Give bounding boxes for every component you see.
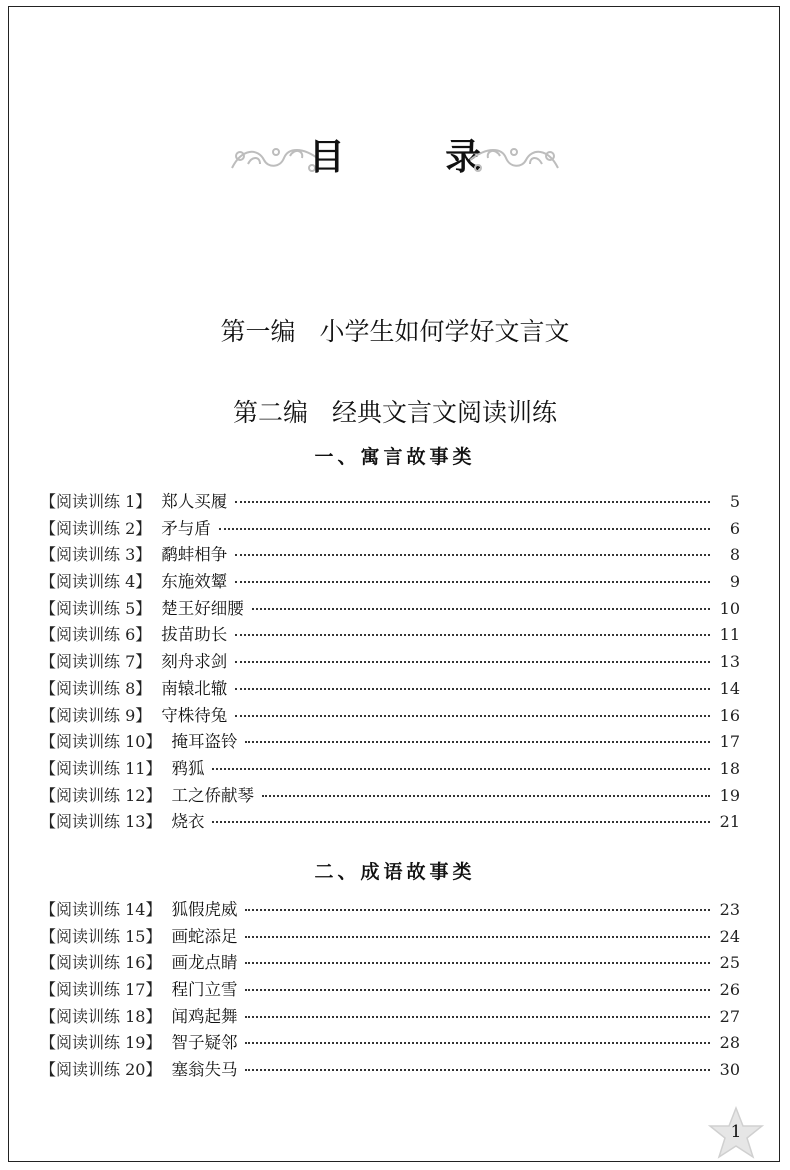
toc-entry-label: 【阅读训练 2】 [40, 518, 152, 538]
dot-leader [235, 554, 710, 556]
toc-entry-page: 26 [719, 980, 740, 1000]
toc-entry[interactable] [40, 1029, 740, 1056]
toc-entry-label: 【阅读训练 6】 [40, 625, 152, 645]
toc-entry-page: 14 [719, 678, 740, 698]
toc-entry[interactable] [40, 1056, 740, 1083]
part-heading-1 [0, 312, 790, 348]
toc-entry-page: 11 [719, 625, 740, 645]
toc-entry-label: 【阅读训练 7】 [40, 652, 152, 672]
toc-entry-label: 【阅读训练 1】 [40, 492, 152, 511]
dot-leader [219, 528, 710, 530]
toc-entry-title: 郑人买履 [161, 492, 228, 511]
toc-entry[interactable] [40, 782, 740, 809]
toc-entry-label: 【阅读训练 19】 [40, 1033, 162, 1053]
dot-leader [245, 989, 710, 991]
toc-entry-page: 9 [729, 572, 740, 592]
part-number: 第一编 [220, 317, 296, 346]
dot-leader [235, 688, 710, 690]
toc-entry-label: 【阅读训练 16】 [40, 953, 162, 973]
dot-leader [212, 768, 710, 770]
toc-entry-label: 【阅读训练 15】 [40, 926, 162, 946]
dot-leader [235, 661, 710, 663]
dot-leader [235, 634, 710, 636]
part-title: 小学生如何学好文言文 [319, 317, 570, 346]
section-heading-fables: 一、寓言故事类 [314, 446, 476, 468]
toc-entry-page: 24 [719, 926, 740, 946]
toc-entry[interactable] [40, 488, 740, 515]
toc-entry[interactable] [40, 675, 740, 702]
dot-leader [245, 1042, 710, 1044]
dot-leader [235, 581, 710, 583]
toc-entry-label: 【阅读训练 10】 [40, 732, 162, 752]
toc-entry-title: 工之侨献琴 [171, 785, 254, 805]
toc-entry-page: 13 [719, 652, 740, 672]
toc-entry-label: 【阅读训练 18】 [40, 1006, 162, 1026]
toc-entry-title: 掩耳盗铃 [171, 732, 238, 752]
toc-entry-title: 鹬蚌相争 [161, 545, 228, 565]
toc-entry-title: 程门立雪 [171, 980, 238, 1000]
dot-leader [245, 909, 710, 911]
toc-entry-title: 烧衣 [171, 812, 205, 832]
dot-leader [245, 962, 710, 964]
toc-entry[interactable] [40, 1003, 740, 1030]
toc-entry-title: 刻舟求剑 [161, 652, 228, 672]
dot-leader [245, 936, 710, 938]
toc-entry-page: 27 [719, 1006, 740, 1026]
toc-entry[interactable] [40, 621, 740, 648]
toc-entry-label: 【阅读训练 11】 [40, 758, 162, 778]
toc-entry-label: 【阅读训练 4】 [40, 572, 152, 592]
dot-leader [235, 501, 710, 503]
toc-entry-title: 狐假虎威 [171, 900, 238, 919]
toc-entry-title: 矛与盾 [161, 518, 211, 538]
toc-entry[interactable] [40, 595, 740, 622]
dot-leader [262, 795, 710, 797]
toc-entry[interactable] [40, 515, 740, 542]
toc-list-fables [40, 488, 740, 835]
toc-entry-page: 10 [719, 598, 740, 618]
toc-entry-title: 画蛇添足 [171, 926, 238, 946]
toc-entry-title: 画龙点睛 [171, 953, 238, 973]
toc-entry[interactable] [40, 568, 740, 595]
toc-entry[interactable] [40, 702, 740, 729]
toc-entry-page: 6 [729, 518, 740, 538]
toc-entry-label: 【阅读训练 9】 [40, 705, 152, 725]
dot-leader [252, 608, 710, 610]
toc-entry-label: 【阅读训练 3】 [40, 545, 152, 565]
toc-entry-title: 塞翁失马 [171, 1060, 238, 1080]
toc-entry-page: 19 [719, 785, 740, 805]
toc-entry[interactable] [40, 949, 740, 976]
dot-leader [212, 821, 710, 823]
dot-leader [235, 715, 710, 717]
toc-entry-page: 30 [719, 1060, 740, 1080]
dot-leader [245, 741, 710, 743]
page-number: 1 [730, 1122, 742, 1142]
toc-entry-label: 【阅读训练 14】 [40, 900, 162, 919]
toc-entry-label: 【阅读训练 12】 [40, 785, 162, 805]
floral-ornament-right-icon [466, 138, 562, 178]
toc-entry-label: 【阅读训练 5】 [40, 598, 152, 618]
toc-title-area [0, 128, 790, 188]
toc-entry[interactable] [40, 923, 740, 950]
toc-entry-page: 23 [719, 900, 740, 919]
toc-entry-page: 16 [719, 705, 740, 725]
toc-entry-title: 东施效颦 [161, 572, 228, 592]
page-title: 目 录 [308, 137, 526, 178]
toc-entry-page: 8 [729, 545, 740, 565]
toc-entry[interactable] [40, 541, 740, 568]
toc-entry-page: 18 [719, 758, 740, 778]
toc-entry-title: 闻鸡起舞 [171, 1006, 238, 1026]
toc-entry-page: 21 [719, 812, 740, 832]
toc-entry-page: 25 [719, 953, 740, 973]
section-heading-idioms: 二、成语故事类 [314, 861, 476, 883]
toc-list-idioms [40, 896, 740, 1083]
dot-leader [245, 1016, 710, 1018]
part-number: 第二编 [232, 398, 308, 427]
toc-entry-label: 【阅读训练 13】 [40, 812, 162, 832]
toc-entry-title: 南辕北辙 [161, 678, 228, 698]
toc-entry-title: 智子疑邻 [171, 1033, 238, 1053]
toc-entry[interactable] [40, 808, 740, 835]
toc-entry[interactable] [40, 728, 740, 755]
toc-entry-title: 楚王好细腰 [161, 598, 244, 618]
toc-entry[interactable] [40, 755, 740, 782]
part-title: 经典文言文阅读训练 [332, 398, 558, 427]
toc-entry-title: 鸦狐 [171, 758, 205, 778]
part-heading-2 [0, 393, 790, 429]
toc-entry-label: 【阅读训练 8】 [40, 678, 152, 698]
toc-entry-title: 守株待兔 [161, 705, 228, 725]
toc-entry-page: 5 [729, 492, 740, 511]
toc-entry-page: 17 [719, 732, 740, 752]
dot-leader [245, 1069, 710, 1071]
toc-entry[interactable] [40, 648, 740, 675]
toc-entry[interactable] [40, 896, 740, 923]
toc-entry-page: 28 [719, 1033, 740, 1053]
toc-entry-label: 【阅读训练 17】 [40, 980, 162, 1000]
toc-entry-label: 【阅读训练 20】 [40, 1060, 162, 1080]
toc-entry[interactable] [40, 976, 740, 1003]
toc-entry-title: 拔苗助长 [161, 625, 228, 645]
